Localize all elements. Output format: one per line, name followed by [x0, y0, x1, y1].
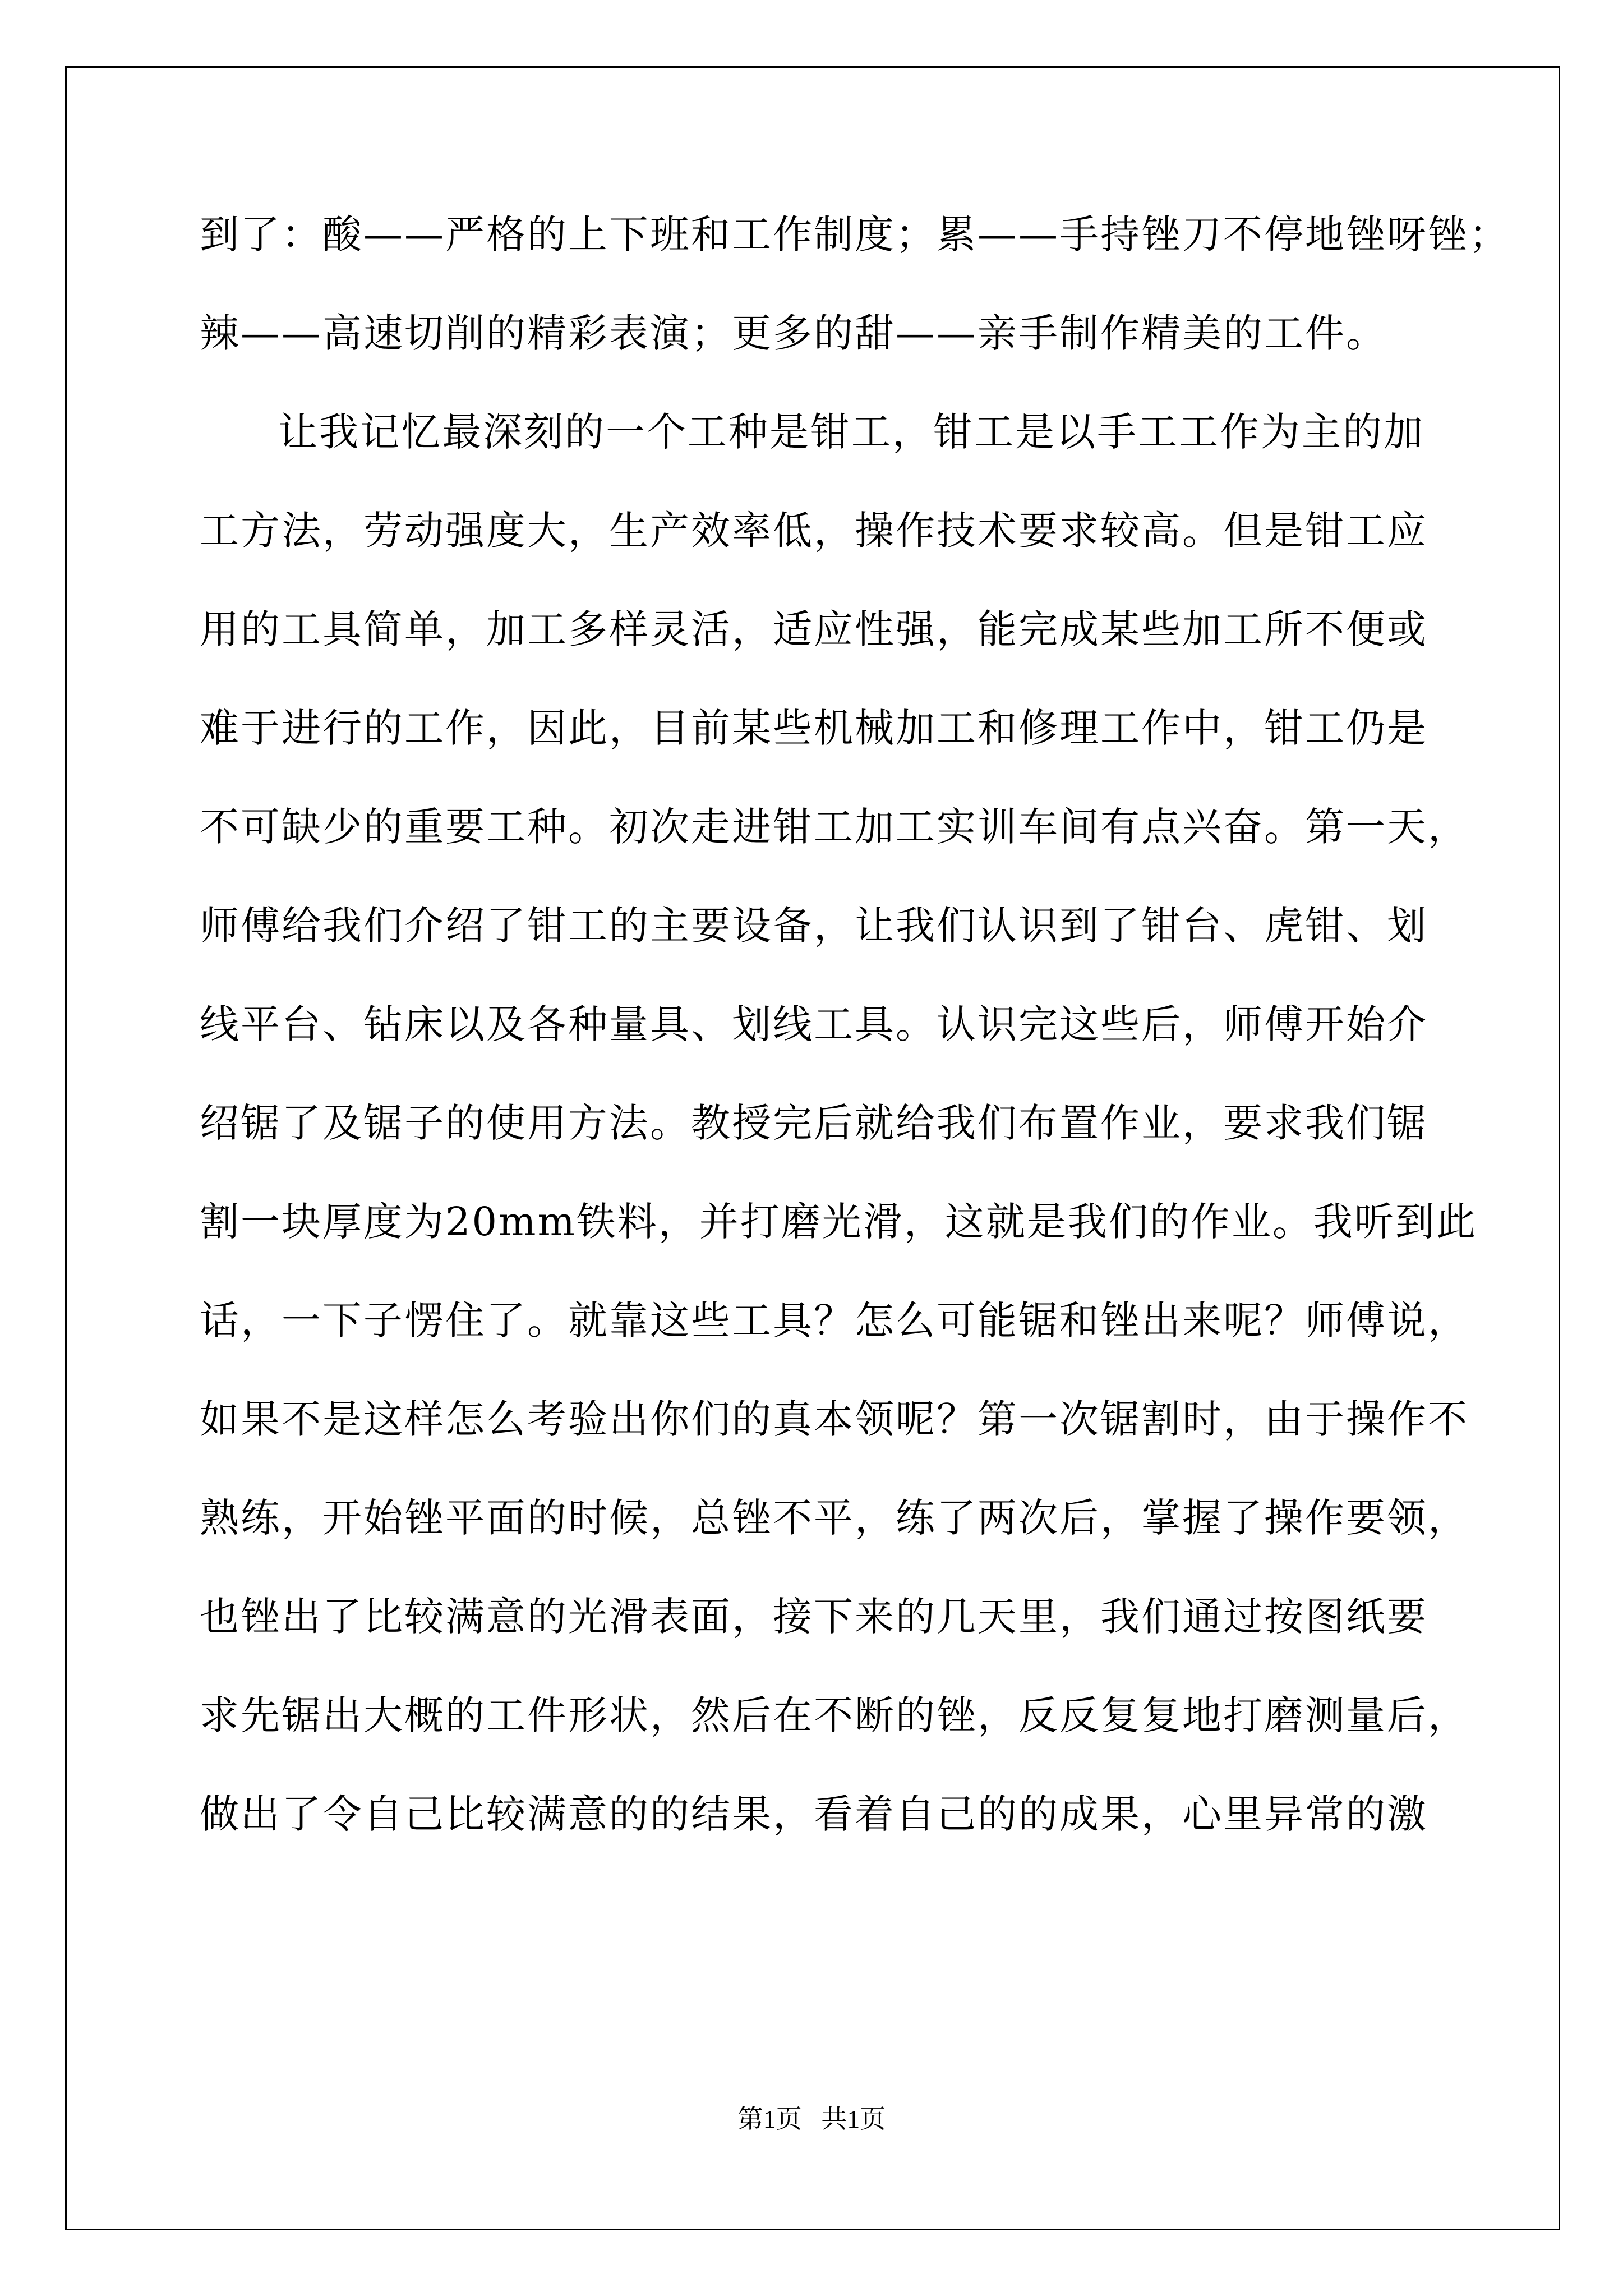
text-line: 如果不是这样怎么考验出你们的真本领呢？第一次锯割时，由于操作不 — [200, 1396, 1469, 1442]
text-line: 到了：酸——严格的上下班和工作制度；累——手持锉刀不停地锉呀锉； — [200, 211, 1510, 257]
text-line: 话，一下子愣住了。就靠这些工具？怎么可能锯和锉出来呢？师傅说， — [200, 1297, 1469, 1343]
text-line: 难于进行的工作，因此，目前某些机械加工和修理工作中，钳工仍是 — [200, 705, 1428, 751]
text-line: 师傅给我们介绍了钳工的主要设备，让我们认识到了钳台、虎钳、划 — [200, 903, 1428, 949]
text-line: 让我记忆最深刻的一个工种是钳工，钳工是以手工工作为主的加 — [278, 409, 1424, 455]
text-line: 做出了令自己比较满意的的结果，看着自己的的成果，心里异常的激 — [200, 1791, 1428, 1837]
document-body — [200, 185, 1510, 1864]
text-line: 割一块厚度为20mm铁料，并打磨光滑，这就是我们的作业。我听到此 — [200, 1199, 1477, 1245]
text-line: 辣——高速切削的精彩表演；更多的甜——亲手制作精美的工件。 — [200, 310, 1387, 356]
text-line: 也锉出了比较满意的光滑表面，接下来的几天里，我们通过按图纸要 — [200, 1594, 1428, 1640]
text-line: 线平台、钻床以及各种量具、划线工具。认识完这些后，师傅开始介 — [200, 1001, 1428, 1047]
text-line: 熟练，开始锉平面的时候，总锉不平，练了两次后，掌握了操作要领， — [200, 1495, 1469, 1541]
text-line: 不可缺少的重要工种。初次走进钳工加工实训车间有点兴奋。第一天， — [200, 804, 1469, 850]
text-line: 绍锯了及锯子的使用方法。教授完后就给我们布置作业，要求我们锯 — [200, 1100, 1428, 1146]
page-number-footer: 第1页 共1页 — [737, 2105, 886, 2133]
text-line: 用的工具简单，加工多样灵活，适应性强，能完成某些加工所不便或 — [200, 606, 1428, 652]
text-line: 求先锯出大概的工件形状，然后在不断的锉，反反复复地打磨测量后， — [200, 1692, 1469, 1738]
text-line: 工方法，劳动强度大，生产效率低，操作技术要求较高。但是钳工应 — [200, 508, 1428, 554]
